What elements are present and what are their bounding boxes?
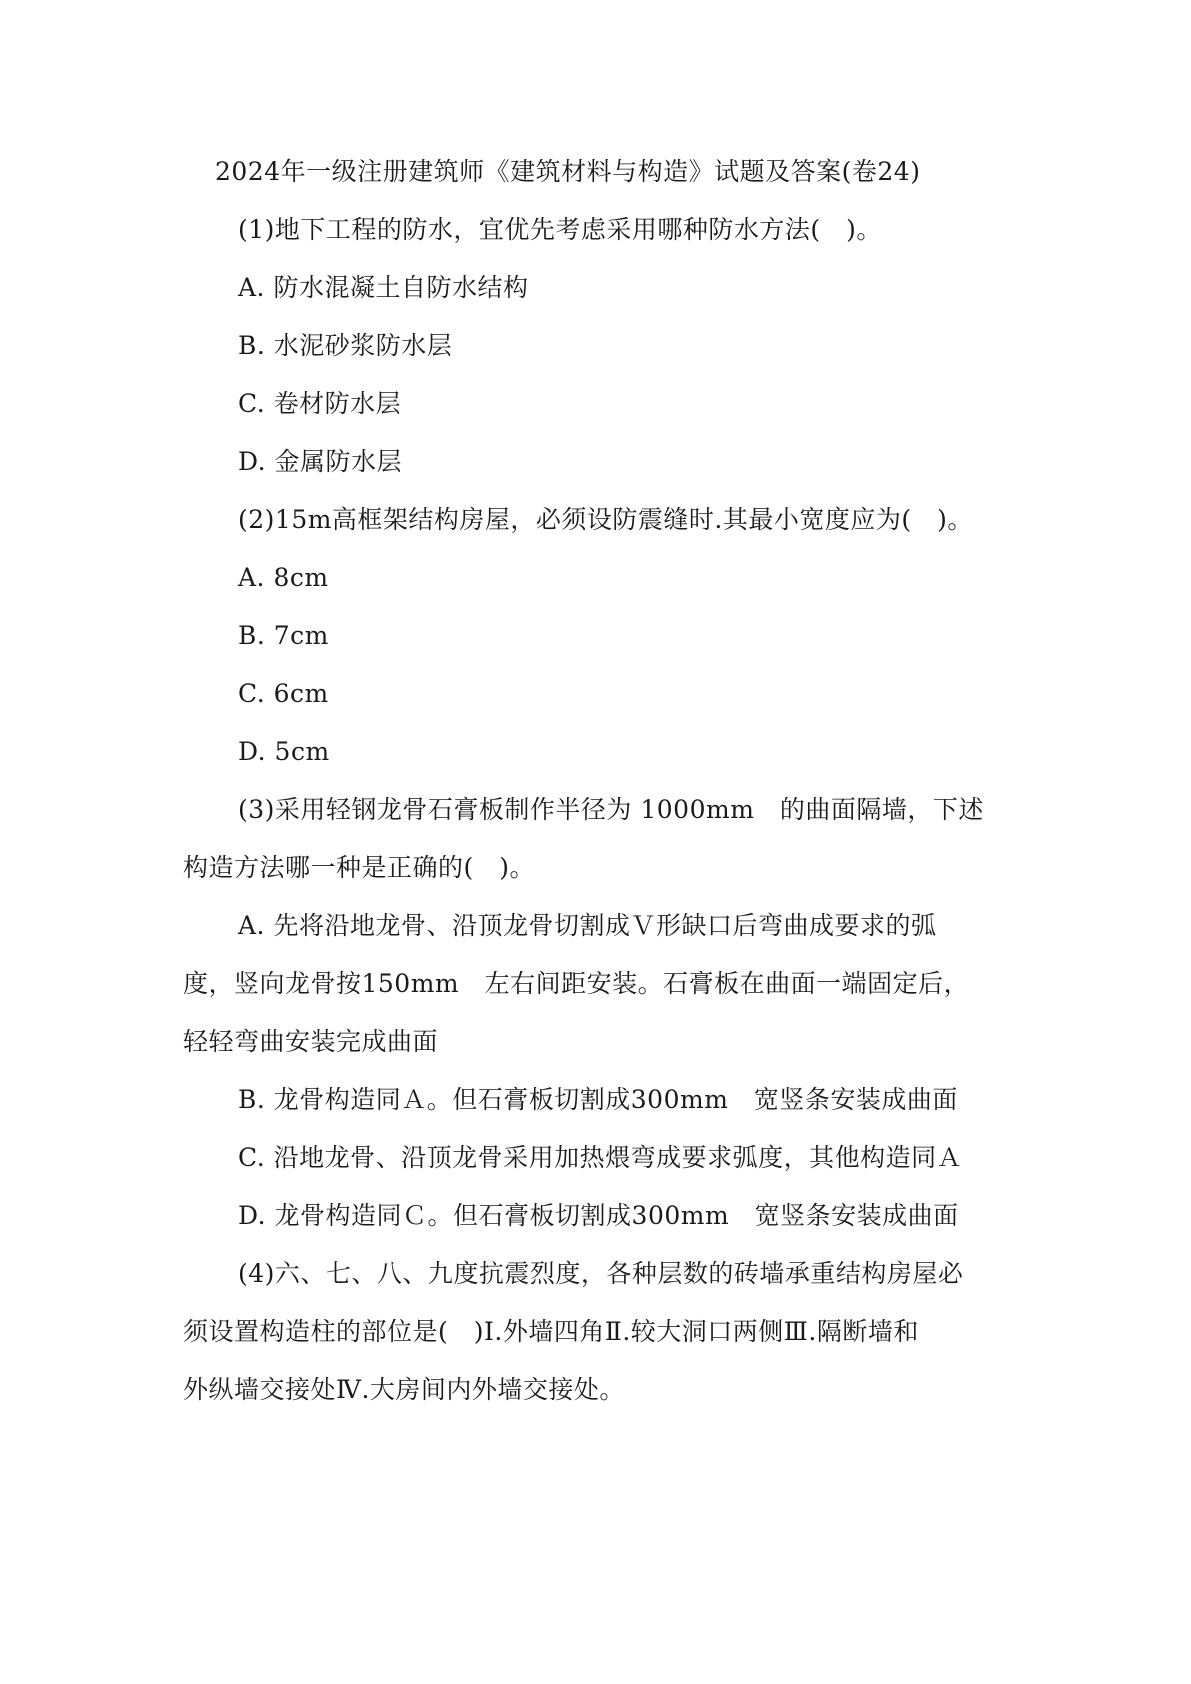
document-title: 2024年一级注册建筑师《建筑材料与构造》试题及答案(卷24)	[215, 157, 921, 186]
question-2-option-b: B. 7cm	[238, 621, 329, 650]
question-1-option-d: D. 金属防水层	[238, 447, 403, 476]
question-3-option-c: C. 沿地龙骨、沿顶龙骨采用加热煨弯成要求弧度，其他构造同Ａ	[238, 1143, 963, 1172]
question-3-option-d: D. 龙骨构造同Ｃ。但石膏板切割成300mm 宽竖条安装成曲面	[238, 1201, 959, 1230]
question-3-option-a-line-1: A. 先将沿地龙骨、沿顶龙骨切割成Ｖ形缺口后弯曲成要求的弧	[238, 911, 937, 940]
question-3-stem-line-1: (3)采用轻钢龙骨石膏板制作半径为 1000mm 的曲面隔墙，下述	[238, 795, 984, 824]
question-4-stem-line-2: 须设置构造柱的部位是( )Ⅰ.外墙四角Ⅱ.较大洞口两侧Ⅲ.隔断墙和	[183, 1317, 919, 1346]
question-1-stem: (1)地下工程的防水，宜优先考虑采用哪种防水方法( )。	[238, 215, 882, 244]
question-1-option-a: A. 防水混凝土自防水结构	[238, 273, 529, 302]
question-2-option-d: D. 5cm	[238, 737, 330, 766]
question-1-option-c: C. 卷材防水层	[238, 389, 402, 418]
question-2-option-c: C. 6cm	[238, 679, 329, 708]
question-1-option-b: B. 水泥砂浆防水层	[238, 331, 453, 360]
question-4-stem-line-1: (4)六、七、八、九度抗震烈度，各种层数的砖墙承重结构房屋必	[238, 1259, 964, 1288]
question-2-option-a: A. 8cm	[238, 563, 329, 592]
question-2-stem: (2)15m高框架结构房屋，必须设防震缝时.其最小宽度应为( )。	[238, 505, 973, 534]
question-3-option-a-line-3: 轻轻弯曲安装完成曲面	[183, 1027, 439, 1056]
question-3-stem-line-2: 构造方法哪一种是正确的( )。	[183, 853, 536, 882]
question-4-stem-line-3: 外纵墙交接处Ⅳ.大房间内外墙交接处。	[183, 1375, 625, 1404]
question-3-option-b: B. 龙骨构造同Ａ。但石膏板切割成300mm 宽竖条安装成曲面	[238, 1085, 958, 1114]
question-3-option-a-line-2: 度，竖向龙骨按150mm 左右间距安装。石膏板在曲面一端固定后，	[183, 969, 970, 998]
